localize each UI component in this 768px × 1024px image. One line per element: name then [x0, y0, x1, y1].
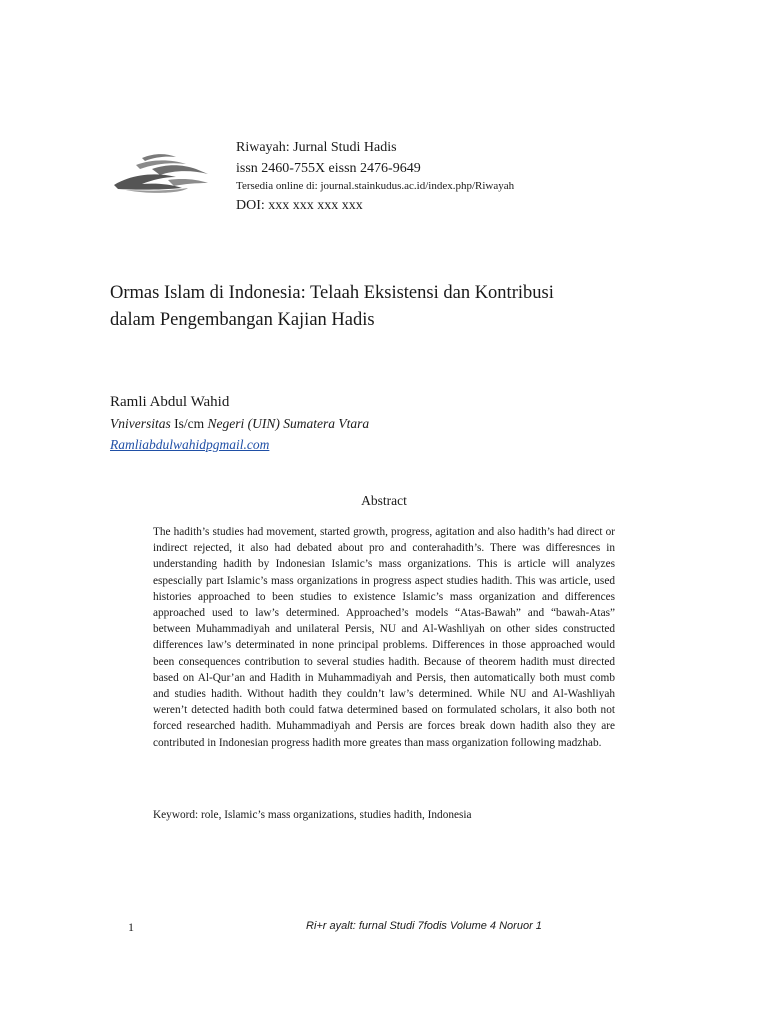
- author-email-link[interactable]: Ramliabdulwahidpgmail.com: [110, 437, 270, 452]
- journal-online-url: Tersedia online di: journal.stainkudus.ac.id/index.php/Riwayah: [236, 180, 515, 192]
- affiliation-part-1: Vniversitas: [110, 416, 175, 431]
- keywords: Keyword: role, Islamic’s mass organizations, studies hadith, Indonesia: [153, 809, 472, 821]
- running-footer-title: Ri+r ayalt: furnal Studi 7fodis Volume 4 Noruor 1: [306, 920, 542, 932]
- article-doi: DOI: xxx xxx xxx xxx: [236, 198, 363, 213]
- affiliation-part-3: Negeri (UIN) Sumatera Vtara: [204, 416, 370, 431]
- journal-issn: issn 2460-755X eissn 2476-9649: [236, 161, 421, 176]
- author-name: Ramli Abdul Wahid: [110, 394, 230, 410]
- abstract-body: The hadith’s studies had movement, started growth, progress, agitation and also hadith’s had direct or indirect rejected, it also had debated about pro and conterahadith’s. There was differesnces in understanding hadith by Indonesian Islamic’s mass organizations. This is article will analyzes espescially part Islamic’s mass organizations in progress aspect studies hadith. This was article, used histories approached to been studies to existence Islamic’s mass organization and differences approached used to law’s determined. Approached’s models “Atas-Bawah” and “bawah-Atas” between Muhammadiyah and unilateral Persis, NU and Al-Washliyah on other sides constructed differences law’s determinated in none principal problems. Differences in those approached would been consequences contribution to several studies hadith. Because of theorem hadith must directed based on Al-Qur’an and Hadith in Muhammadiyah and Persis, then automatically both must comb and studies hadith. Without hadith they couldn’t law’s determined. While NU and Al-Washliyah weren’t detected hadith both could fatwa determined based on formulated scholars, it also both not forced researched hadith. Muhammadiyah and Persis are forces break down hadith also they are contributed in Indonesian progress hadith more greates than mass organization following madzhab.: [153, 526, 615, 749]
- journal-name: Riwayah: Jurnal Studi Hadis: [236, 140, 397, 155]
- journal-logo-icon: [112, 150, 212, 195]
- author-affiliation: [110, 416, 369, 432]
- article-title: [110, 280, 670, 334]
- article-title-line-1: Ormas Islam di Indonesia: Telaah Eksistensi dan Kontribusi: [110, 283, 554, 303]
- abstract-heading: Abstract: [361, 493, 407, 508]
- article-title-line-2: dalam Pengembangan Kajian Hadis: [110, 310, 375, 330]
- page-number: 1: [128, 920, 134, 934]
- affiliation-part-2: Is/cm: [174, 416, 205, 431]
